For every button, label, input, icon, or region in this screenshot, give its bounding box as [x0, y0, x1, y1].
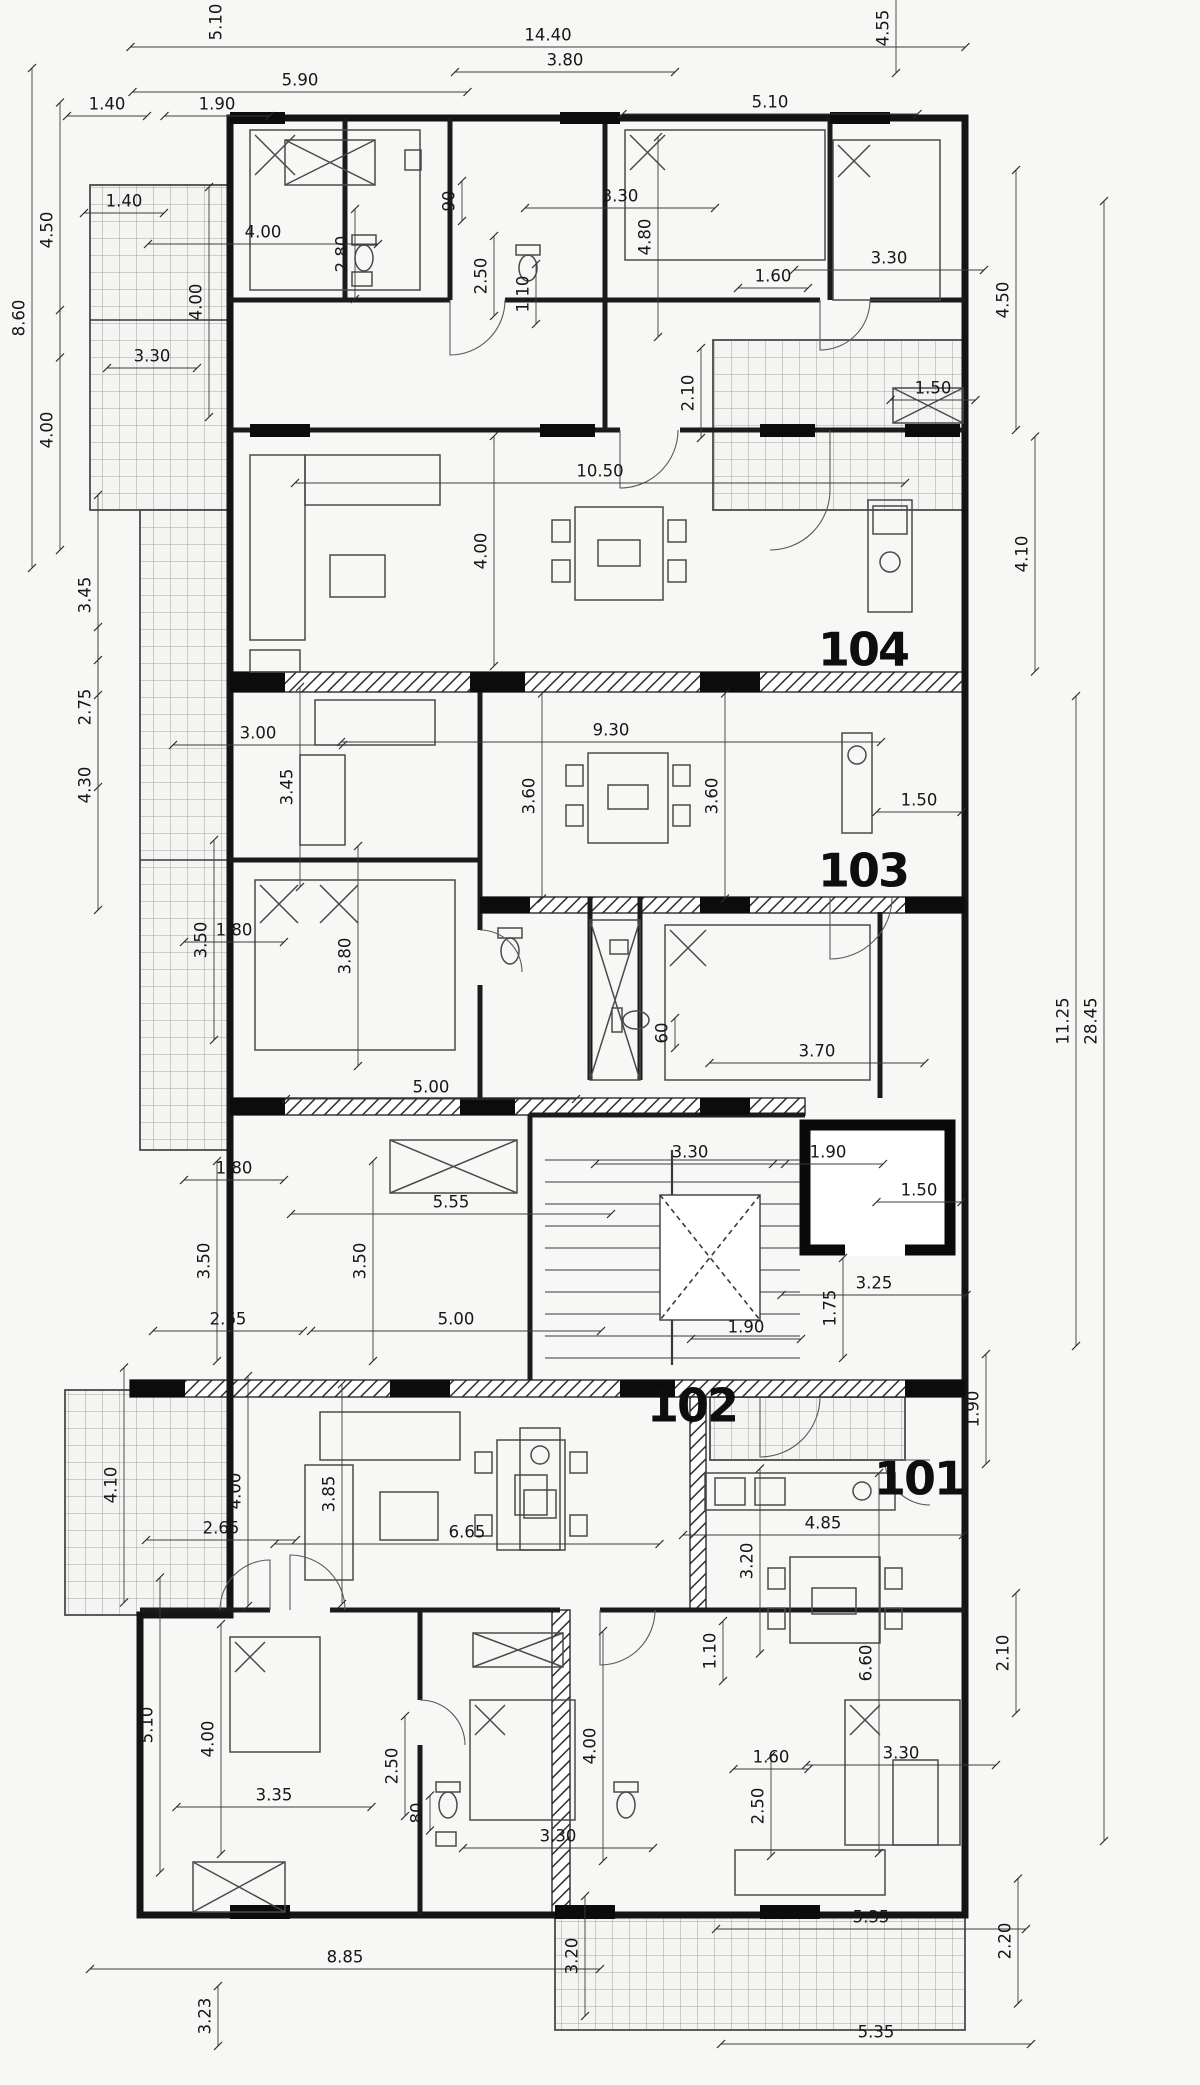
dimension-label: 3.23 — [195, 1997, 215, 2035]
dimension-label: 3.50 — [191, 921, 211, 959]
dimension-label: 2.10 — [993, 1634, 1013, 1672]
dimension-label: 3.50 — [350, 1242, 370, 1280]
dimension-label: 3.85 — [319, 1475, 339, 1513]
dimension-label: 4.00 — [225, 1472, 245, 1510]
dimension-label: 3.60 — [519, 777, 539, 815]
dimension-label: 3.35 — [255, 1785, 293, 1805]
bed — [230, 1637, 320, 1752]
dimension-label: 3.60 — [702, 777, 722, 815]
dimension-label: 5.00 — [437, 1309, 475, 1329]
dimension-label: 2.80 — [332, 235, 352, 273]
dimension-label: 8.85 — [326, 1947, 364, 1967]
dimension-label: 10.50 — [576, 461, 624, 481]
unit-number-103: 103 — [817, 843, 909, 898]
dimension-label: 2.10 — [678, 374, 698, 412]
dimension-label: 4.50 — [993, 281, 1013, 319]
bed — [625, 130, 825, 260]
dimension-label: 1.90 — [727, 1317, 765, 1337]
dimension-label: 4.00 — [580, 1727, 600, 1765]
bed — [665, 925, 870, 1080]
dimension-label: 8.60 — [9, 299, 29, 337]
dimension-label: 5.35 — [852, 1907, 890, 1927]
dimension-label: 3.30 — [133, 346, 171, 366]
dimension-label: 5.00 — [412, 1077, 450, 1097]
bed — [255, 880, 455, 1050]
dimension-label: 1.40 — [88, 94, 126, 114]
dimension-label: 1.50 — [914, 378, 952, 398]
dimension-label: 80 — [407, 1802, 427, 1824]
dimension-label: 3.25 — [855, 1273, 893, 1293]
dimension-label: 3.30 — [601, 186, 639, 206]
dimension-label: 5.55 — [432, 1192, 470, 1212]
dimension-label: 3.20 — [737, 1542, 757, 1580]
dimension-label: 4.10 — [101, 1466, 121, 1504]
veranda-bottom-right — [555, 1915, 965, 2030]
dimension-label: 4.00 — [198, 1720, 218, 1758]
dimension-label: 9.30 — [592, 720, 630, 740]
dimension-label: 4.00 — [471, 532, 491, 570]
balcony-left-103 — [140, 510, 230, 1150]
dimension-label: 4.85 — [804, 1513, 842, 1533]
dimension-label: 1.50 — [900, 790, 938, 810]
dimension-label: 1.90 — [809, 1142, 847, 1162]
dimension-label: 4.10 — [1012, 535, 1032, 573]
dimension-label: 11.25 — [1053, 997, 1073, 1045]
dimension-label: 1.40 — [105, 191, 143, 211]
unit-number-104: 104 — [817, 622, 909, 677]
dimension-label: 1.80 — [215, 920, 253, 940]
dimension-label: 5.35 — [857, 2022, 895, 2042]
dimension-label: 3.30 — [882, 1743, 920, 1763]
dimension-label: 3.30 — [671, 1142, 709, 1162]
dimension-label: 5.10 — [206, 3, 226, 41]
dimension-label: 1.50 — [900, 1180, 938, 1200]
dimension-label: 2.20 — [995, 1922, 1015, 1960]
dimension-label: 14.40 — [524, 25, 572, 45]
dimension-label: 2.50 — [471, 257, 491, 295]
dimension-label: 1.10 — [513, 275, 533, 313]
dimension-label: 1.60 — [752, 1747, 790, 1767]
dimension-label: 3.80 — [546, 50, 584, 70]
dimension-label: 3.45 — [277, 768, 297, 806]
dimension-label: 3.70 — [798, 1041, 836, 1061]
dimension-label: 6.60 — [856, 1644, 876, 1682]
dimension-label: 3.20 — [562, 1937, 582, 1975]
dimension-label: 3.30 — [870, 248, 908, 268]
dimension-label: 2.50 — [748, 1787, 768, 1825]
dimension-label: 4.30 — [75, 766, 95, 804]
dimension-label: 5.10 — [751, 92, 789, 112]
unit-number-labels — [647, 623, 964, 1506]
dimension-label: 5.90 — [281, 70, 319, 90]
dimension-label: 4.50 — [37, 211, 57, 249]
dimension-label: 2.75 — [75, 688, 95, 726]
dimension-label: 4.00 — [244, 222, 282, 242]
dimension-label: 3.80 — [335, 937, 355, 975]
dimension-label: 2.65 — [209, 1309, 247, 1329]
dimension-label: 1.75 — [820, 1289, 840, 1327]
dimension-label: 1.10 — [700, 1632, 720, 1670]
dimension-label: 3.45 — [75, 576, 95, 614]
bed — [833, 140, 940, 300]
dimension-label: 1.60 — [754, 266, 792, 286]
dimension-label: 4.00 — [186, 283, 206, 321]
dimension-label: 1.90 — [963, 1390, 983, 1428]
dimension-label: 1.80 — [215, 1158, 253, 1178]
dimension-label: 6.65 — [448, 1522, 486, 1542]
dimension-label: 28.45 — [1081, 997, 1101, 1045]
dimension-label: 3.50 — [194, 1242, 214, 1280]
dimension-label: 5.10 — [137, 1706, 157, 1744]
dimension-label: 60 — [652, 1022, 672, 1044]
dimension-label: 4.55 — [873, 9, 893, 47]
dimension-label: 4.00 — [37, 411, 57, 449]
dimension-label: 3.00 — [239, 723, 277, 743]
dimension-label: 90 — [439, 190, 459, 212]
dimension-label: 2.65 — [202, 1518, 240, 1538]
dimension-label: 3.30 — [539, 1826, 577, 1846]
dimension-label: 2.50 — [382, 1747, 402, 1785]
unit-number-101: 101 — [873, 1451, 965, 1506]
balcony-left-102 — [65, 1390, 230, 1615]
dimension-label: 1.90 — [198, 94, 236, 114]
dimension-label: 4.80 — [635, 218, 655, 256]
unit-number-102: 102 — [646, 1378, 738, 1433]
